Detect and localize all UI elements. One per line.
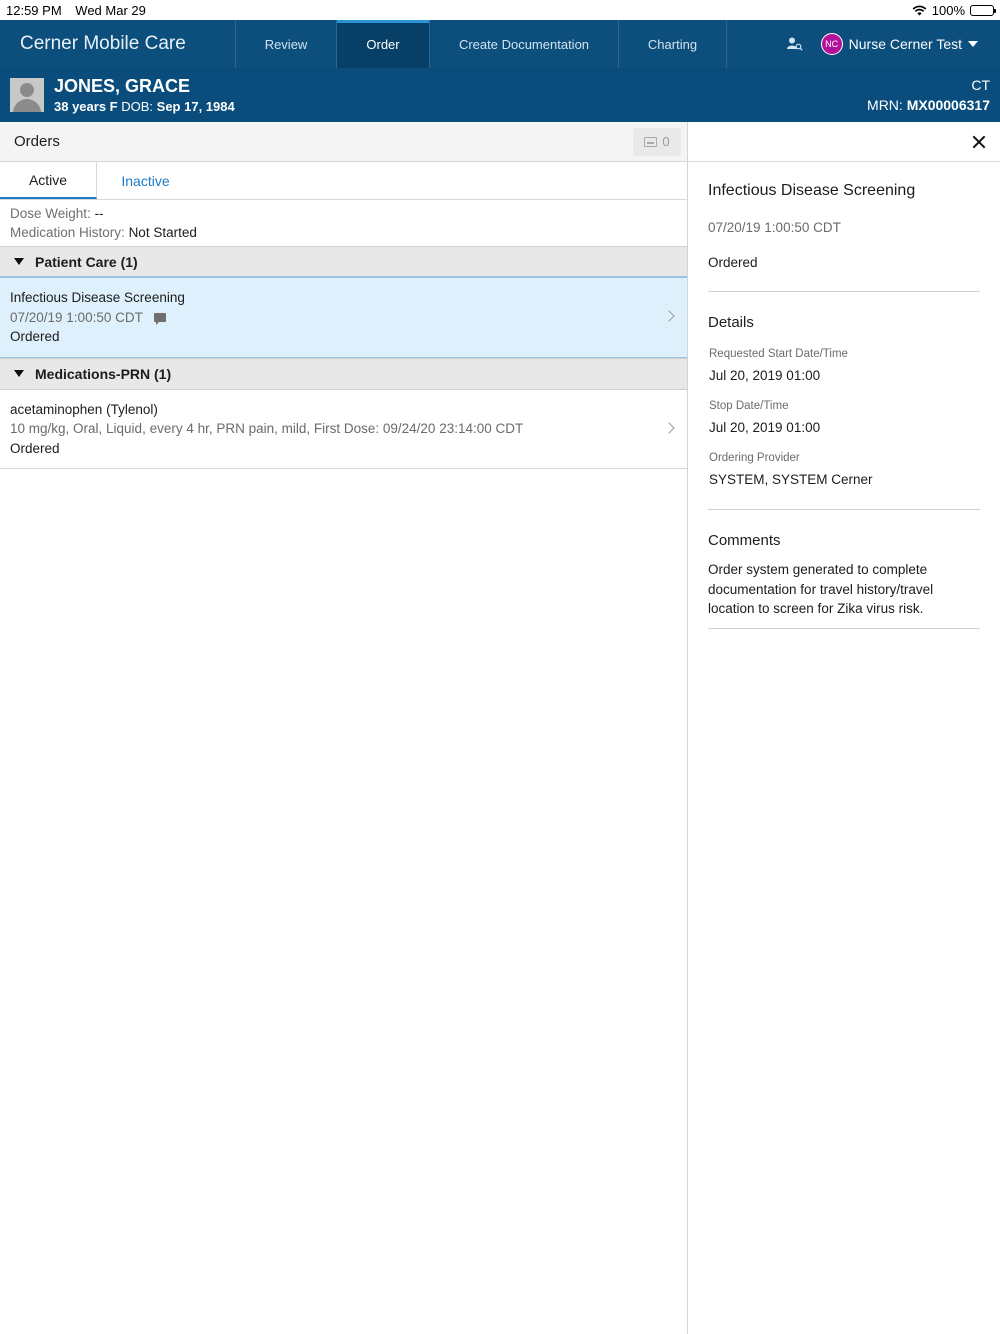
details-heading: Details — [708, 314, 754, 331]
patient-demographics — [54, 99, 235, 114]
close-icon[interactable] — [972, 135, 986, 149]
order-status: Ordered — [10, 329, 60, 344]
dob-label: DOB: — [121, 99, 154, 114]
status-date: Wed Mar 29 — [75, 2, 146, 18]
order-detail: 07/20/19 1:00:50 CDT — [10, 309, 143, 325]
detail-status: Ordered — [708, 255, 980, 292]
tab-active[interactable]: Active — [0, 162, 97, 199]
field-value: Jul 20, 2019 01:00 — [709, 420, 821, 435]
status-bar — [0, 0, 1000, 20]
med-history-value: Not Started — [128, 225, 197, 240]
tab-charting[interactable]: Charting — [619, 20, 727, 68]
app-title: Cerner Mobile Care — [0, 20, 236, 68]
tab-order[interactable]: Order — [337, 20, 430, 68]
dose-weight-value: -- — [94, 206, 104, 221]
field-value: Jul 20, 2019 01:00 — [709, 368, 821, 383]
comments-heading: Comments — [708, 532, 781, 549]
detail-title: Infectious Disease Screening — [708, 182, 916, 199]
patient-name: JONES, GRACE — [54, 76, 191, 96]
field-label: Stop Date/Time — [709, 400, 789, 412]
tab-inactive[interactable]: Inactive — [121, 172, 170, 189]
order-name: acetaminophen (Tylenol) — [10, 401, 158, 417]
field-label: Requested Start Date/Time — [709, 348, 848, 360]
orders-pane — [0, 122, 688, 1334]
orders-tabs — [0, 162, 687, 200]
med-history-label: Medication History: — [10, 225, 125, 240]
patient-dob: Sep 17, 1984 — [156, 99, 235, 114]
collapse-triangle-icon — [14, 258, 24, 265]
detail-date: 07/20/19 1:00:50 CDT — [708, 220, 841, 235]
comment-icon — [154, 313, 166, 322]
field-label: Ordering Provider — [709, 452, 800, 464]
tab-create-documentation[interactable]: Create Documentation — [430, 20, 619, 68]
order-meta — [0, 200, 687, 246]
dose-weight-label: Dose Weight: — [10, 206, 91, 221]
group-title: Medications-PRN (1) — [35, 365, 172, 382]
inbox-button[interactable] — [633, 128, 681, 156]
divider — [708, 509, 980, 510]
detail-comment: Order system generated to complete documentation for travel history/travel location to screen for Zika virus risk. — [708, 560, 980, 629]
group-header-medications-prn[interactable] — [0, 358, 687, 390]
order-row[interactable] — [0, 278, 687, 358]
tab-review[interactable]: Review — [236, 20, 337, 68]
order-name: Infectious Disease Screening — [10, 290, 185, 305]
inbox-count: 0 — [662, 134, 670, 149]
field-value: SYSTEM, SYSTEM Cerner — [709, 472, 873, 487]
patient-photo — [10, 78, 44, 112]
patient-mrn: MX00006317 — [906, 97, 990, 113]
mrn-label: MRN: — [867, 97, 903, 113]
battery-percent: 100% — [931, 2, 965, 18]
inbox-icon — [644, 137, 657, 147]
order-detail-pane — [688, 122, 1000, 1334]
order-row[interactable] — [0, 390, 687, 470]
order-status: Ordered — [10, 440, 60, 456]
order-detail: 10 mg/kg, Oral, Liquid, every 4 hr, PRN pain, mild, First Dose: 09/24/20 23:14:00 CDT — [10, 421, 524, 436]
chevron-down-icon — [968, 41, 978, 47]
wifi-icon — [912, 5, 927, 16]
group-header-patient-care[interactable] — [0, 246, 687, 278]
user-avatar: NC — [821, 33, 843, 55]
patient-banner — [0, 68, 1000, 122]
patient-search-icon[interactable] — [787, 37, 803, 51]
group-title: Patient Care (1) — [35, 253, 138, 270]
status-time: 12:59 PM — [6, 2, 62, 18]
collapse-triangle-icon — [14, 370, 24, 377]
battery-icon — [970, 5, 994, 16]
patient-age-sex: 38 years F — [54, 99, 118, 114]
user-menu[interactable] — [821, 20, 1000, 68]
orders-title: Orders — [14, 133, 60, 150]
app-header — [0, 20, 1000, 68]
patient-location: CT — [971, 77, 990, 93]
user-name: Nurse Cerner Test — [848, 36, 962, 52]
